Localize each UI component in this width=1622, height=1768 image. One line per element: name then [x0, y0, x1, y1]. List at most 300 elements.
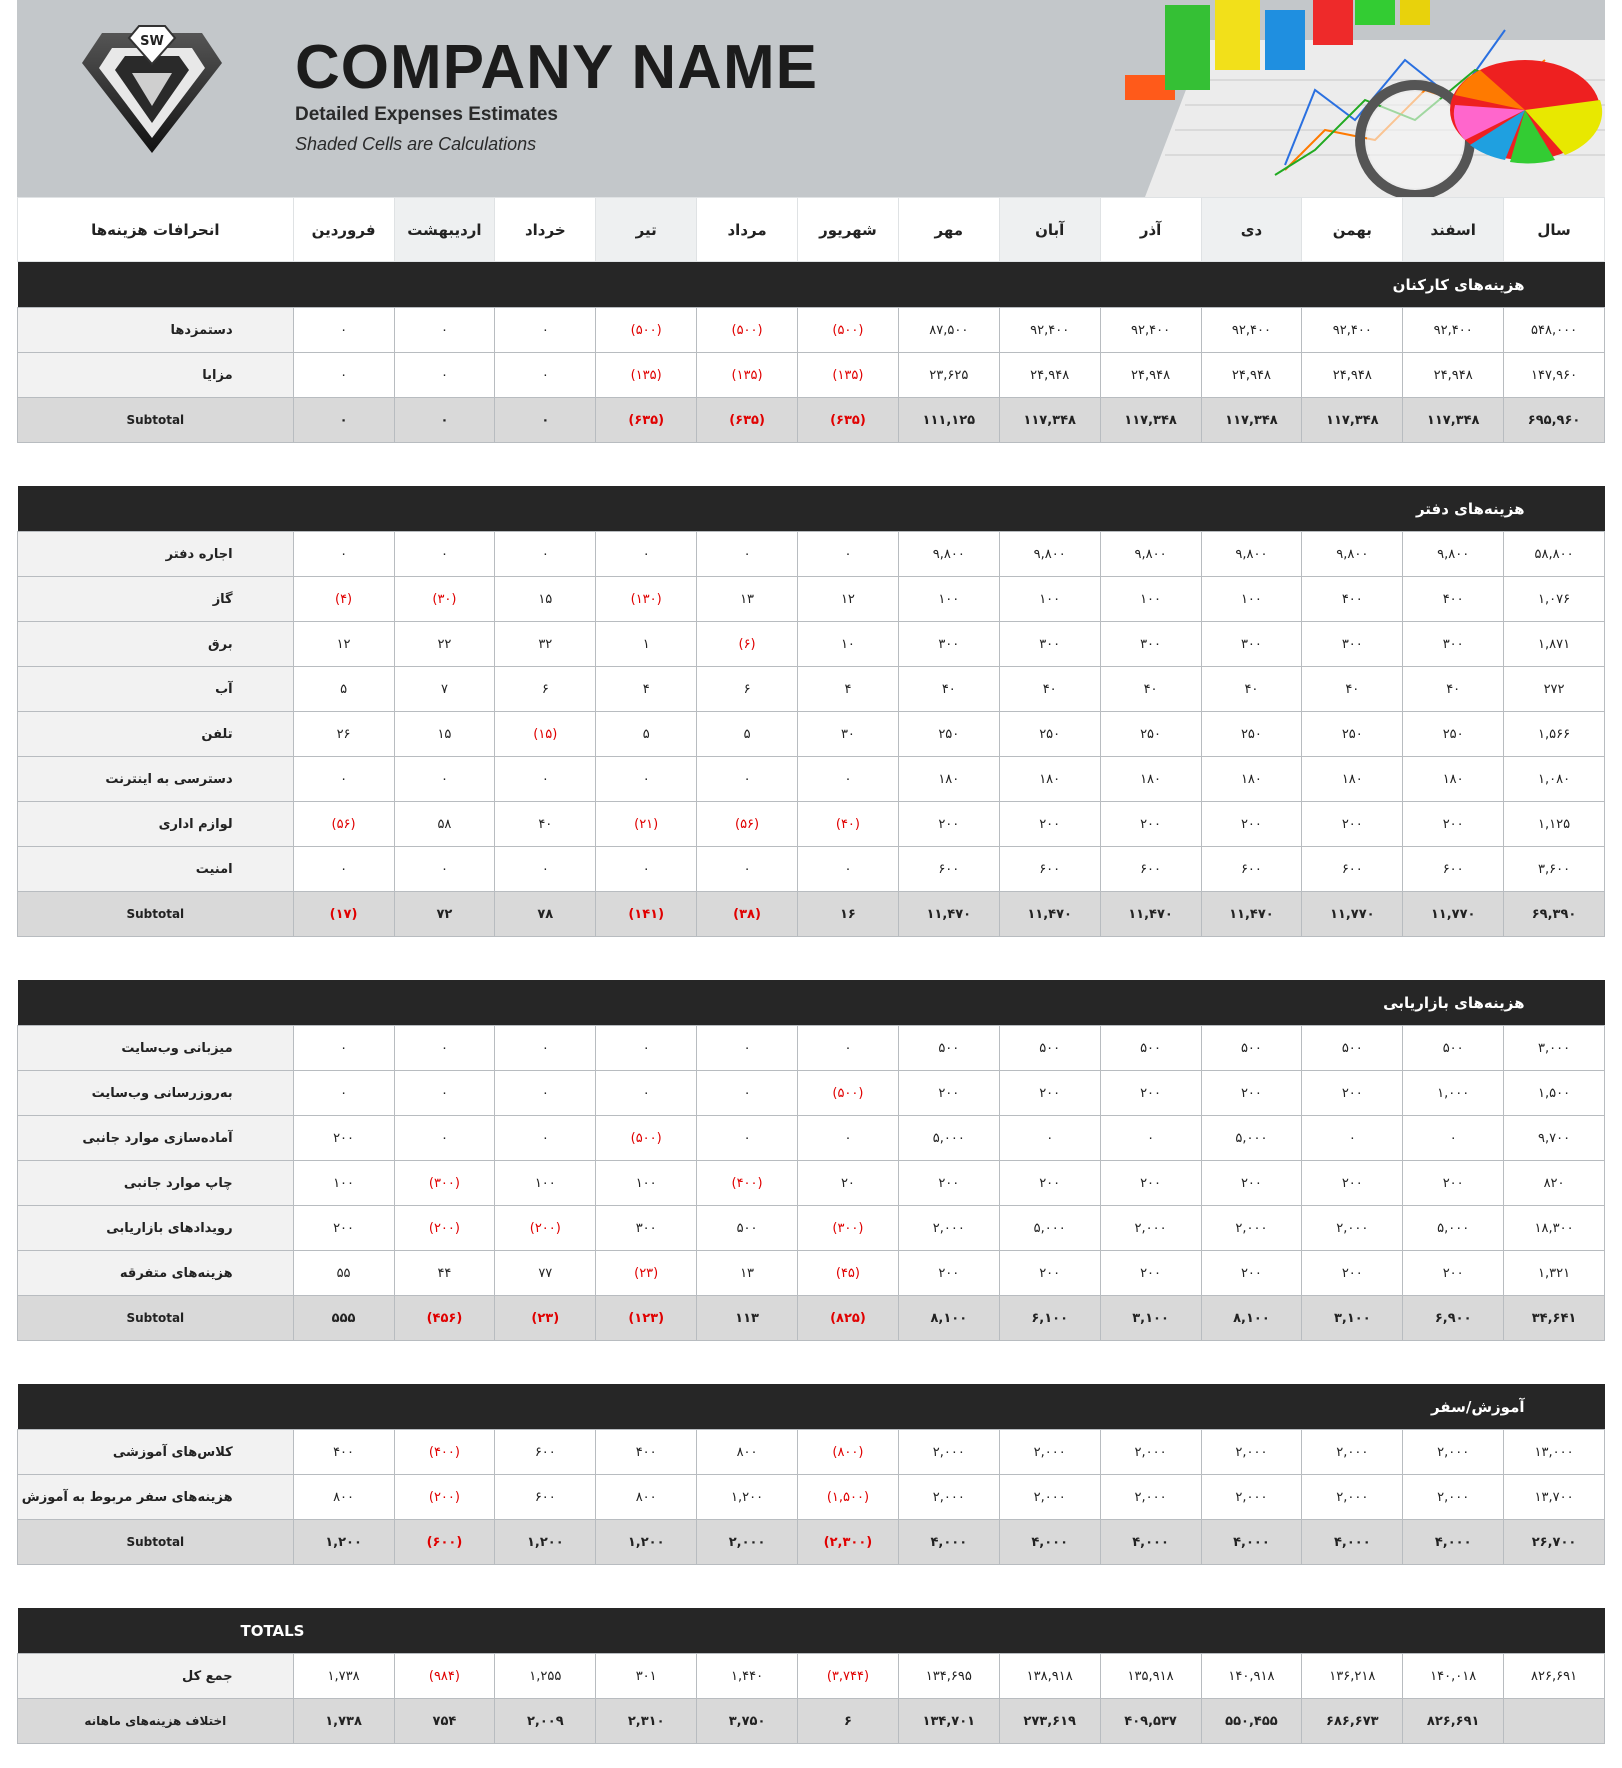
value-cell[interactable]: ۱۱,۴۷۰: [1201, 892, 1302, 937]
value-cell[interactable]: ۶۰۰: [1201, 847, 1302, 892]
value-cell[interactable]: ۰: [495, 847, 596, 892]
value-cell[interactable]: (۵۶): [293, 802, 394, 847]
value-cell[interactable]: ۲۰۰: [293, 1116, 394, 1161]
value-cell[interactable]: (۱۳۰): [596, 577, 697, 622]
value-cell[interactable]: ۰: [596, 1026, 697, 1071]
value-cell[interactable]: ۷۸: [495, 892, 596, 937]
value-cell[interactable]: ۶۸۶,۶۷۳: [1302, 1699, 1403, 1744]
value-cell[interactable]: ۱: [596, 622, 697, 667]
value-cell[interactable]: ۲۰۰: [999, 1251, 1100, 1296]
value-cell[interactable]: ۵: [596, 712, 697, 757]
value-cell[interactable]: ۹۲,۴۰۰: [999, 308, 1100, 353]
value-cell[interactable]: ۲۰۰: [1201, 802, 1302, 847]
value-cell[interactable]: ۵: [697, 712, 798, 757]
value-cell[interactable]: ۴,۰۰۰: [898, 1520, 999, 1565]
value-cell[interactable]: ۹۲,۴۰۰: [1403, 308, 1504, 353]
value-cell[interactable]: ۵۰۰: [898, 1026, 999, 1071]
value-cell[interactable]: ۰: [293, 532, 394, 577]
value-cell[interactable]: ۲۶: [293, 712, 394, 757]
value-cell[interactable]: ۱۱۷,۳۴۸: [1100, 398, 1201, 443]
value-cell[interactable]: ۲۰۰: [1100, 802, 1201, 847]
value-cell[interactable]: ۰: [697, 1026, 798, 1071]
value-cell[interactable]: ۵,۰۰۰: [898, 1116, 999, 1161]
value-cell[interactable]: ۲۲: [394, 622, 495, 667]
value-cell[interactable]: ۱۱۷,۳۴۸: [1302, 398, 1403, 443]
value-cell[interactable]: ۴۰۰: [1302, 577, 1403, 622]
value-cell[interactable]: ۲,۰۰۰: [898, 1475, 999, 1520]
value-cell[interactable]: ۲۵۰: [1201, 712, 1302, 757]
value-cell[interactable]: ۱۸۰: [1403, 757, 1504, 802]
value-cell[interactable]: ۰: [596, 532, 697, 577]
value-cell[interactable]: ۴۰: [999, 667, 1100, 712]
value-cell[interactable]: ۱۰۰: [999, 577, 1100, 622]
value-cell[interactable]: ۱,۸۷۱: [1504, 622, 1605, 667]
value-cell[interactable]: (۳۰۰): [394, 1161, 495, 1206]
value-cell[interactable]: ۱۱,۷۷۰: [1403, 892, 1504, 937]
value-cell[interactable]: ۳۰۰: [999, 622, 1100, 667]
value-cell[interactable]: ۶: [495, 667, 596, 712]
value-cell[interactable]: ۶,۹۰۰: [1403, 1296, 1504, 1341]
value-cell[interactable]: ۴,۰۰۰: [999, 1520, 1100, 1565]
value-cell[interactable]: ۸۰۰: [596, 1475, 697, 1520]
value-cell[interactable]: ۱,۵۰۰: [1504, 1071, 1605, 1116]
value-cell[interactable]: ۰: [697, 847, 798, 892]
value-cell[interactable]: ۴: [798, 667, 899, 712]
value-cell[interactable]: ۳۰۱: [596, 1654, 697, 1699]
value-cell[interactable]: ۲۰۰: [1100, 1071, 1201, 1116]
value-cell[interactable]: ۳۰: [798, 712, 899, 757]
value-cell[interactable]: ۶,۱۰۰: [999, 1296, 1100, 1341]
value-cell[interactable]: ۲۴,۹۴۸: [1302, 353, 1403, 398]
value-cell[interactable]: ۰: [394, 1071, 495, 1116]
value-cell[interactable]: ۸۰۰: [697, 1430, 798, 1475]
value-cell[interactable]: ۱۰۰: [898, 577, 999, 622]
value-cell[interactable]: ۲۰۰: [898, 1161, 999, 1206]
value-cell[interactable]: ۱,۷۳۸: [293, 1699, 394, 1744]
value-cell[interactable]: ۱۱۷,۳۴۸: [1403, 398, 1504, 443]
value-cell[interactable]: ۱۸۰: [999, 757, 1100, 802]
value-cell[interactable]: ۹,۸۰۰: [1302, 532, 1403, 577]
value-cell[interactable]: ۶۰۰: [1302, 847, 1403, 892]
value-cell[interactable]: ۲,۰۰۰: [1100, 1430, 1201, 1475]
value-cell[interactable]: ۱۰۰: [293, 1161, 394, 1206]
value-cell[interactable]: (۵۰۰): [697, 308, 798, 353]
value-cell[interactable]: ۲۰۰: [898, 1071, 999, 1116]
value-cell[interactable]: ۴۰۰: [293, 1430, 394, 1475]
value-cell[interactable]: ۲,۰۰۰: [1403, 1430, 1504, 1475]
value-cell[interactable]: ۸,۱۰۰: [898, 1296, 999, 1341]
value-cell[interactable]: ۲۰۰: [1201, 1071, 1302, 1116]
value-cell[interactable]: ۳,۱۰۰: [1100, 1296, 1201, 1341]
value-cell[interactable]: (۱۷): [293, 892, 394, 937]
value-cell[interactable]: ۰: [798, 1026, 899, 1071]
value-cell[interactable]: ۷۷: [495, 1251, 596, 1296]
value-cell[interactable]: ۲,۰۰۰: [999, 1475, 1100, 1520]
value-cell[interactable]: ۲۵۰: [1302, 712, 1403, 757]
value-cell[interactable]: ۲۰۰: [1100, 1251, 1201, 1296]
value-cell[interactable]: ۲۰۰: [293, 1206, 394, 1251]
value-cell[interactable]: ۰: [999, 1116, 1100, 1161]
value-cell[interactable]: ۵۰۰: [697, 1206, 798, 1251]
value-cell[interactable]: ۰: [596, 847, 697, 892]
value-cell[interactable]: ۲,۰۰۰: [697, 1520, 798, 1565]
value-cell[interactable]: ۲,۰۰۰: [1302, 1475, 1403, 1520]
value-cell[interactable]: (۸۲۵): [798, 1296, 899, 1341]
value-cell[interactable]: ۰: [1403, 1116, 1504, 1161]
value-cell[interactable]: ۹۲,۴۰۰: [1100, 308, 1201, 353]
value-cell[interactable]: ۴۰: [1100, 667, 1201, 712]
value-cell[interactable]: ۲۰۰: [1100, 1161, 1201, 1206]
value-cell[interactable]: ۱۴۷,۹۶۰: [1504, 353, 1605, 398]
value-cell[interactable]: ۱۰۰: [1201, 577, 1302, 622]
value-cell[interactable]: ۱۰۰: [495, 1161, 596, 1206]
value-cell[interactable]: (۱۴۱): [596, 892, 697, 937]
value-cell[interactable]: ۰: [293, 308, 394, 353]
value-cell[interactable]: ۵,۰۰۰: [999, 1206, 1100, 1251]
value-cell[interactable]: ۷۵۴: [394, 1699, 495, 1744]
value-cell[interactable]: ۶: [798, 1699, 899, 1744]
value-cell[interactable]: ۲۴,۹۴۸: [1201, 353, 1302, 398]
value-cell[interactable]: (۵۰۰): [596, 1116, 697, 1161]
value-cell[interactable]: ۳,۰۰۰: [1504, 1026, 1605, 1071]
value-cell[interactable]: ۵۸: [394, 802, 495, 847]
value-cell[interactable]: ۰: [394, 353, 495, 398]
value-cell[interactable]: ۰: [394, 757, 495, 802]
value-cell[interactable]: (۹۸۴): [394, 1654, 495, 1699]
value-cell[interactable]: ۶۰۰: [999, 847, 1100, 892]
value-cell[interactable]: ۰: [394, 1116, 495, 1161]
value-cell[interactable]: ۵۸,۸۰۰: [1504, 532, 1605, 577]
value-cell[interactable]: ۱۱,۴۷۰: [1100, 892, 1201, 937]
value-cell[interactable]: ۱,۰۸۰: [1504, 757, 1605, 802]
value-cell[interactable]: ۱۵: [495, 577, 596, 622]
value-cell[interactable]: ۴۰: [495, 802, 596, 847]
value-cell[interactable]: ۰: [495, 308, 596, 353]
value-cell[interactable]: (۲۳): [495, 1296, 596, 1341]
value-cell[interactable]: ۲۶,۷۰۰: [1504, 1520, 1605, 1565]
value-cell[interactable]: ۰: [596, 757, 697, 802]
value-cell[interactable]: (۲۰۰): [394, 1475, 495, 1520]
value-cell[interactable]: ۵: [293, 667, 394, 712]
value-cell[interactable]: ۰: [697, 532, 798, 577]
value-cell[interactable]: ۸,۱۰۰: [1201, 1296, 1302, 1341]
value-cell[interactable]: (۵۰۰): [798, 1071, 899, 1116]
value-cell[interactable]: ۲۷۲: [1504, 667, 1605, 712]
value-cell[interactable]: ۴,۰۰۰: [1100, 1520, 1201, 1565]
value-cell[interactable]: ۱۰۰: [1100, 577, 1201, 622]
value-cell[interactable]: ۴۰۹,۵۳۷: [1100, 1699, 1201, 1744]
value-cell[interactable]: ۲۳,۶۲۵: [898, 353, 999, 398]
value-cell[interactable]: (۱,۵۰۰): [798, 1475, 899, 1520]
value-cell[interactable]: ۲۷۳,۶۱۹: [999, 1699, 1100, 1744]
value-cell[interactable]: ۴: [596, 667, 697, 712]
value-cell[interactable]: (۶۳۵): [697, 398, 798, 443]
value-cell[interactable]: ۴,۰۰۰: [1403, 1520, 1504, 1565]
value-cell[interactable]: ۸۲۶,۶۹۱: [1403, 1699, 1504, 1744]
value-cell[interactable]: ۰: [495, 398, 596, 443]
value-cell[interactable]: ۰: [596, 1071, 697, 1116]
value-cell[interactable]: ۹,۸۰۰: [898, 532, 999, 577]
value-cell[interactable]: ۷: [394, 667, 495, 712]
value-cell[interactable]: (۴۰۰): [394, 1430, 495, 1475]
value-cell[interactable]: ۱,۰۰۰: [1403, 1071, 1504, 1116]
value-cell[interactable]: ۴۰: [1302, 667, 1403, 712]
value-cell[interactable]: ۰: [495, 1071, 596, 1116]
value-cell[interactable]: ۳,۶۰۰: [1504, 847, 1605, 892]
value-cell[interactable]: ۱,۲۰۰: [596, 1520, 697, 1565]
value-cell[interactable]: ۶۹,۳۹۰: [1504, 892, 1605, 937]
value-cell[interactable]: ۴۰۰: [596, 1430, 697, 1475]
value-cell[interactable]: ۲,۰۰۰: [1302, 1206, 1403, 1251]
value-cell[interactable]: ۴۰: [1403, 667, 1504, 712]
value-cell[interactable]: ۱۱,۷۷۰: [1302, 892, 1403, 937]
value-cell[interactable]: ۹,۸۰۰: [1403, 532, 1504, 577]
value-cell[interactable]: ۱۸۰: [1302, 757, 1403, 802]
value-cell[interactable]: ۲۰۰: [1403, 1251, 1504, 1296]
value-cell[interactable]: ۲۰: [798, 1161, 899, 1206]
value-cell[interactable]: (۲۰۰): [394, 1206, 495, 1251]
value-cell[interactable]: ۰: [798, 847, 899, 892]
value-cell[interactable]: ۸۲۰: [1504, 1161, 1605, 1206]
value-cell[interactable]: ۴,۰۰۰: [1302, 1520, 1403, 1565]
value-cell[interactable]: ۵۵: [293, 1251, 394, 1296]
value-cell[interactable]: (۵۰۰): [596, 308, 697, 353]
value-cell[interactable]: ۶۰۰: [1403, 847, 1504, 892]
value-cell[interactable]: ۵۰۰: [1403, 1026, 1504, 1071]
value-cell[interactable]: ۲۰۰: [1302, 1251, 1403, 1296]
value-cell[interactable]: ۰: [798, 532, 899, 577]
value-cell[interactable]: ۲۰۰: [1403, 802, 1504, 847]
value-cell[interactable]: ۱۳۸,۹۱۸: [999, 1654, 1100, 1699]
value-cell[interactable]: ۲۵۰: [898, 712, 999, 757]
value-cell[interactable]: ۱۳,۷۰۰: [1504, 1475, 1605, 1520]
value-cell[interactable]: ۴۰: [898, 667, 999, 712]
value-cell[interactable]: ۱۱,۴۷۰: [999, 892, 1100, 937]
value-cell[interactable]: ۰: [495, 532, 596, 577]
value-cell[interactable]: ۱,۳۲۱: [1504, 1251, 1605, 1296]
value-cell[interactable]: ۸۷,۵۰۰: [898, 308, 999, 353]
value-cell[interactable]: (۵۰۰): [798, 308, 899, 353]
value-cell[interactable]: ۳۰۰: [1403, 622, 1504, 667]
value-cell[interactable]: ۱۸۰: [898, 757, 999, 802]
value-cell[interactable]: (۵۶): [697, 802, 798, 847]
value-cell[interactable]: ۱۰۰: [596, 1161, 697, 1206]
value-cell[interactable]: ۰: [495, 1116, 596, 1161]
value-cell[interactable]: ۰: [293, 1071, 394, 1116]
value-cell[interactable]: ۹,۸۰۰: [1100, 532, 1201, 577]
value-cell[interactable]: (۴۰۰): [697, 1161, 798, 1206]
value-cell[interactable]: ۲۰۰: [1201, 1251, 1302, 1296]
value-cell[interactable]: ۹,۸۰۰: [1201, 532, 1302, 577]
value-cell[interactable]: ۲,۰۰۰: [1403, 1475, 1504, 1520]
value-cell[interactable]: ۴۰: [1201, 667, 1302, 712]
value-cell[interactable]: ۳۰۰: [1100, 622, 1201, 667]
value-cell[interactable]: ۳۰۰: [596, 1206, 697, 1251]
value-cell[interactable]: (۱۲۳): [596, 1296, 697, 1341]
value-cell[interactable]: ۰: [394, 1026, 495, 1071]
value-cell[interactable]: ۲۰۰: [1201, 1161, 1302, 1206]
value-cell[interactable]: ۲۴,۹۴۸: [999, 353, 1100, 398]
value-cell[interactable]: ۲,۳۱۰: [596, 1699, 697, 1744]
value-cell[interactable]: ۳۲: [495, 622, 596, 667]
value-cell[interactable]: (۴۰): [798, 802, 899, 847]
value-cell[interactable]: ۲,۰۰۰: [898, 1430, 999, 1475]
value-cell[interactable]: (۳۰۰): [798, 1206, 899, 1251]
value-cell[interactable]: ۵۰۰: [1302, 1026, 1403, 1071]
value-cell[interactable]: ۱,۲۰۰: [697, 1475, 798, 1520]
value-cell[interactable]: ۱۳: [697, 577, 798, 622]
value-cell[interactable]: ۲۰۰: [1302, 1161, 1403, 1206]
value-cell[interactable]: ۶۰۰: [495, 1475, 596, 1520]
value-cell[interactable]: ۲۵۰: [1100, 712, 1201, 757]
value-cell[interactable]: ۱,۲۵۵: [495, 1654, 596, 1699]
value-cell[interactable]: (۶۳۵): [798, 398, 899, 443]
value-cell[interactable]: (۴): [293, 577, 394, 622]
value-cell[interactable]: ۲۵۰: [999, 712, 1100, 757]
value-cell[interactable]: ۱۱,۴۷۰: [898, 892, 999, 937]
value-cell[interactable]: ۶۰۰: [1100, 847, 1201, 892]
value-cell[interactable]: ۰: [1302, 1116, 1403, 1161]
value-cell[interactable]: ۱۴۰,۰۱۸: [1403, 1654, 1504, 1699]
value-cell[interactable]: ۲۰۰: [999, 802, 1100, 847]
value-cell[interactable]: ۰: [394, 847, 495, 892]
value-cell[interactable]: ۱,۲۰۰: [293, 1520, 394, 1565]
value-cell[interactable]: ۷۲: [394, 892, 495, 937]
value-cell[interactable]: ۹,۸۰۰: [999, 532, 1100, 577]
value-cell[interactable]: ۰: [394, 308, 495, 353]
value-cell[interactable]: ۱۱۷,۳۴۸: [999, 398, 1100, 443]
value-cell[interactable]: ۱,۲۰۰: [495, 1520, 596, 1565]
value-cell[interactable]: ۲,۰۰۰: [1201, 1206, 1302, 1251]
value-cell[interactable]: (۱۳۵): [596, 353, 697, 398]
value-cell[interactable]: (۲۳): [596, 1251, 697, 1296]
value-cell[interactable]: ۲,۰۰۰: [1100, 1206, 1201, 1251]
value-cell[interactable]: ۱۳,۰۰۰: [1504, 1430, 1605, 1475]
value-cell[interactable]: ۲۰۰: [898, 802, 999, 847]
value-cell[interactable]: ۱۳۵,۹۱۸: [1100, 1654, 1201, 1699]
value-cell[interactable]: ۲۰۰: [1403, 1161, 1504, 1206]
value-cell[interactable]: ۲۴,۹۴۸: [1403, 353, 1504, 398]
value-cell[interactable]: ۶: [697, 667, 798, 712]
value-cell[interactable]: ۲,۰۰۹: [495, 1699, 596, 1744]
value-cell[interactable]: (۲۰۰): [495, 1206, 596, 1251]
value-cell[interactable]: ۱۰: [798, 622, 899, 667]
value-cell[interactable]: ۱۸۰: [1201, 757, 1302, 802]
value-cell[interactable]: (۳۰): [394, 577, 495, 622]
value-cell[interactable]: [1504, 1699, 1605, 1744]
value-cell[interactable]: (۴۵): [798, 1251, 899, 1296]
value-cell[interactable]: ۰: [697, 757, 798, 802]
value-cell[interactable]: ۴۰۰: [1403, 577, 1504, 622]
value-cell[interactable]: ۲۰۰: [1302, 802, 1403, 847]
value-cell[interactable]: ۳,۱۰۰: [1302, 1296, 1403, 1341]
value-cell[interactable]: ۰: [495, 1026, 596, 1071]
value-cell[interactable]: ۴,۰۰۰: [1201, 1520, 1302, 1565]
value-cell[interactable]: ۰: [394, 532, 495, 577]
value-cell[interactable]: ۰: [495, 757, 596, 802]
value-cell[interactable]: ۵۰۰: [999, 1026, 1100, 1071]
value-cell[interactable]: ۵۴۸,۰۰۰: [1504, 308, 1605, 353]
value-cell[interactable]: ۲۴,۹۴۸: [1100, 353, 1201, 398]
value-cell[interactable]: (۲۱): [596, 802, 697, 847]
value-cell[interactable]: ۲۰۰: [898, 1251, 999, 1296]
value-cell[interactable]: ۰: [293, 757, 394, 802]
value-cell[interactable]: ۶۰۰: [898, 847, 999, 892]
value-cell[interactable]: ۳,۷۵۰: [697, 1699, 798, 1744]
value-cell[interactable]: ۱,۷۳۸: [293, 1654, 394, 1699]
value-cell[interactable]: ۵,۰۰۰: [1403, 1206, 1504, 1251]
value-cell[interactable]: ۲,۰۰۰: [999, 1430, 1100, 1475]
value-cell[interactable]: ۲۰۰: [999, 1161, 1100, 1206]
value-cell[interactable]: (۴۵۶): [394, 1296, 495, 1341]
value-cell[interactable]: ۲,۰۰۰: [1302, 1430, 1403, 1475]
value-cell[interactable]: (۲,۳۰۰): [798, 1520, 899, 1565]
value-cell[interactable]: ۱۳۴,۷۰۱: [898, 1699, 999, 1744]
value-cell[interactable]: ۳۰۰: [898, 622, 999, 667]
value-cell[interactable]: (۳۸): [697, 892, 798, 937]
value-cell[interactable]: ۰: [293, 847, 394, 892]
value-cell[interactable]: ۳۴,۶۴۱: [1504, 1296, 1605, 1341]
value-cell[interactable]: ۱۸,۳۰۰: [1504, 1206, 1605, 1251]
value-cell[interactable]: ۵۰۰: [1201, 1026, 1302, 1071]
value-cell[interactable]: (۶): [697, 622, 798, 667]
value-cell[interactable]: ۱۲: [798, 577, 899, 622]
value-cell[interactable]: ۹,۷۰۰: [1504, 1116, 1605, 1161]
value-cell[interactable]: ۱۳۶,۲۱۸: [1302, 1654, 1403, 1699]
value-cell[interactable]: ۱,۴۴۰: [697, 1654, 798, 1699]
value-cell[interactable]: ۰: [798, 757, 899, 802]
value-cell[interactable]: ۶۰۰: [495, 1430, 596, 1475]
value-cell[interactable]: ۲۰۰: [999, 1071, 1100, 1116]
value-cell[interactable]: ۲۵۰: [1403, 712, 1504, 757]
value-cell[interactable]: ۵۰۰: [1100, 1026, 1201, 1071]
value-cell[interactable]: ۲,۰۰۰: [1201, 1475, 1302, 1520]
value-cell[interactable]: (۸۰۰): [798, 1430, 899, 1475]
value-cell[interactable]: ۹۲,۴۰۰: [1302, 308, 1403, 353]
value-cell[interactable]: (۱۳۵): [798, 353, 899, 398]
value-cell[interactable]: ۹۲,۴۰۰: [1201, 308, 1302, 353]
value-cell[interactable]: ۱۱۳: [697, 1296, 798, 1341]
value-cell[interactable]: ۳۰۰: [1201, 622, 1302, 667]
value-cell[interactable]: ۰: [697, 1116, 798, 1161]
value-cell[interactable]: ۱,۱۲۵: [1504, 802, 1605, 847]
value-cell[interactable]: ۰: [798, 1116, 899, 1161]
value-cell[interactable]: ۸۰۰: [293, 1475, 394, 1520]
value-cell[interactable]: ۲۰۰: [1302, 1071, 1403, 1116]
value-cell[interactable]: ۱۱۱,۱۲۵: [898, 398, 999, 443]
value-cell[interactable]: ۱,۰۷۶: [1504, 577, 1605, 622]
value-cell[interactable]: ۱۶: [798, 892, 899, 937]
value-cell[interactable]: ۱۳۴,۶۹۵: [898, 1654, 999, 1699]
value-cell[interactable]: ۰: [394, 398, 495, 443]
value-cell[interactable]: ۱۴۰,۹۱۸: [1201, 1654, 1302, 1699]
value-cell[interactable]: (۱۳۵): [697, 353, 798, 398]
value-cell[interactable]: (۶۰۰): [394, 1520, 495, 1565]
value-cell[interactable]: ۴۴: [394, 1251, 495, 1296]
value-cell[interactable]: ۱۲: [293, 622, 394, 667]
value-cell[interactable]: ۳۰۰: [1302, 622, 1403, 667]
value-cell[interactable]: ۰: [293, 353, 394, 398]
value-cell[interactable]: ۵۵۰,۴۵۵: [1201, 1699, 1302, 1744]
value-cell[interactable]: ۰: [697, 1071, 798, 1116]
value-cell[interactable]: (۳,۷۴۴): [798, 1654, 899, 1699]
value-cell[interactable]: ۵,۰۰۰: [1201, 1116, 1302, 1161]
value-cell[interactable]: ۸۲۶,۶۹۱: [1504, 1654, 1605, 1699]
value-cell[interactable]: ۰: [293, 398, 394, 443]
value-cell[interactable]: ۱۵: [394, 712, 495, 757]
value-cell[interactable]: ۲,۰۰۰: [1201, 1430, 1302, 1475]
value-cell[interactable]: ۲,۰۰۰: [898, 1206, 999, 1251]
